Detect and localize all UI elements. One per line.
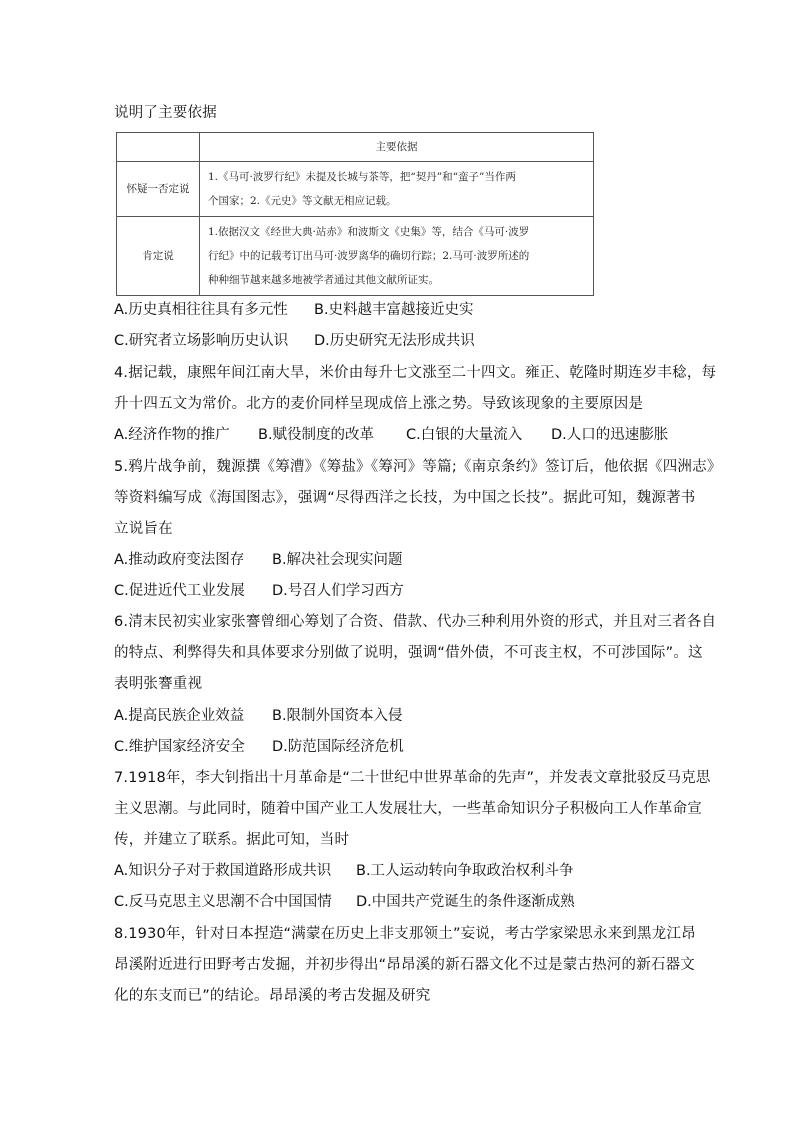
q7-stem-line: 传，并建立了联系。据此可知，当时	[114, 832, 350, 848]
q4-option-c: C.白银的大量流入	[406, 427, 523, 443]
q4-stem-line: 升十四五文为常价。北方的麦价同样呈现成倍上涨之势。导致该现象的主要原因是	[114, 396, 644, 412]
q4-stem-line: 4.据记载，康熙年间江南大旱，米价由每升七文涨至二十四文。雍正、乾隆时期连岁丰稔，每	[114, 365, 717, 381]
row-line: 1.《马可·波罗行纪》未提及长城与茶等，把“契丹”和“蛮子”当作两	[208, 171, 516, 183]
q6-stem-line: 的特点、利弊得失和具体要求分别做了说明，强调“借外债，不可丧主权，不可涉国际”。这	[114, 645, 703, 661]
row-label-affirm: 肯定说	[117, 217, 200, 296]
row-line: 1.依据汉文《经世大典·站赤》和波斯文《史集》等，结合《马可·波罗	[208, 226, 530, 238]
q5-stem-line: 5.鸦片战争前，魏源撰《筹漕》《筹盐》《筹河》等篇;《南京条约》签订后，他依据《四洲志》	[114, 459, 722, 475]
row-content-affirm	[200, 217, 594, 296]
q3-option-c: C.研究者立场影响历史认识	[114, 333, 289, 349]
q6-option-a: A.提高民族企业效益	[114, 708, 245, 724]
q6-option-b: B.限制外国资本入侵	[272, 708, 403, 724]
q5-stem-line: 等资料编写成《海国图志》，强调“尽得西洋之长技，为中国之长技”。据此可知，魏源著书	[114, 490, 696, 506]
table-header: 主要依据	[200, 133, 594, 162]
q5-option-b: B.解决社会现实问题	[272, 552, 403, 568]
q7-stem-line: 7.1918年，李大钊指出十月革命是“二十世纪中世界革命的先声”，并发表文章批驳反马克思	[114, 770, 711, 786]
table-corner-cell	[117, 133, 200, 162]
q7-option-a: A.知识分子对于救国道路形成共识	[114, 863, 332, 879]
row-line: 个国家；2.《元史》等文献无相应记载。	[208, 195, 397, 207]
q6-stem-line: 6.清末民初实业家张謇曾细心筹划了合资、借款、代办三种利用外资的形式，并且对三者各自	[114, 614, 717, 630]
table-header-row	[117, 133, 594, 162]
q3-stem-tail: 说明了主要依据	[114, 105, 217, 121]
q5-option-d: D.号召人们学习西方	[272, 583, 404, 599]
table-row	[117, 162, 594, 217]
q3-option-d: D.历史研究无法形成共识	[314, 333, 475, 349]
basis-table	[116, 132, 594, 296]
q5-option-a: A.推动政府变法图存	[114, 552, 245, 568]
row-content-doubt	[200, 162, 594, 217]
q8-stem-line: 8.1930年，针对日本捏造“满蒙在历史上非支那领土”妄说，考古学家梁思永来到黑龙江昂	[114, 926, 696, 942]
row-line: 种种细节越来越多地被学者通过其他文献所证实。	[208, 274, 439, 286]
q6-option-d: D.防范国际经济危机	[272, 739, 404, 755]
q8-stem-line: 昂溪附近进行田野考古发掘，并初步得出“昂昂溪的新石器文化不过是蒙古热河的新石器文	[114, 957, 696, 973]
q7-stem-line: 主义思潮。与此同时，随着中国产业工人发展壮大，一些革命知识分子积极向工人作革命宣	[114, 801, 702, 817]
q7-option-c: C.反马克思主义思潮不合中国国情	[114, 894, 332, 910]
q3-option-a: A.历史真相往往具有多元性	[114, 302, 288, 318]
q6-option-c: C.维护国家经济安全	[114, 739, 245, 755]
q7-option-d: D.中国共产党诞生的条件逐渐成熟	[356, 894, 575, 910]
q5-option-c: C.促进近代工业发展	[114, 583, 245, 599]
row-label-doubt: 怀疑一否定说	[117, 162, 200, 217]
q7-option-b: B.工人运动转向争取政治权利斗争	[356, 863, 574, 879]
q4-option-d: D.人口的迅速膨胀	[551, 427, 669, 443]
q5-stem-line: 立说旨在	[114, 521, 173, 537]
table-row	[117, 217, 594, 296]
q4-option-a: A.经济作物的推广	[114, 427, 230, 443]
q8-stem-line: 化的东支而已”的结论。昂昂溪的考古发掘及研究	[114, 988, 431, 1004]
q6-stem-line: 表明张謇重视	[114, 676, 203, 692]
q3-option-b: B.史料越丰富越接近史实	[314, 302, 474, 318]
q4-option-b: B.赋役制度的改革	[258, 427, 375, 443]
row-line: 行纪》中的记载考订出马可·波罗离华的确切行踪；2.马可·波罗所述的	[208, 250, 530, 262]
